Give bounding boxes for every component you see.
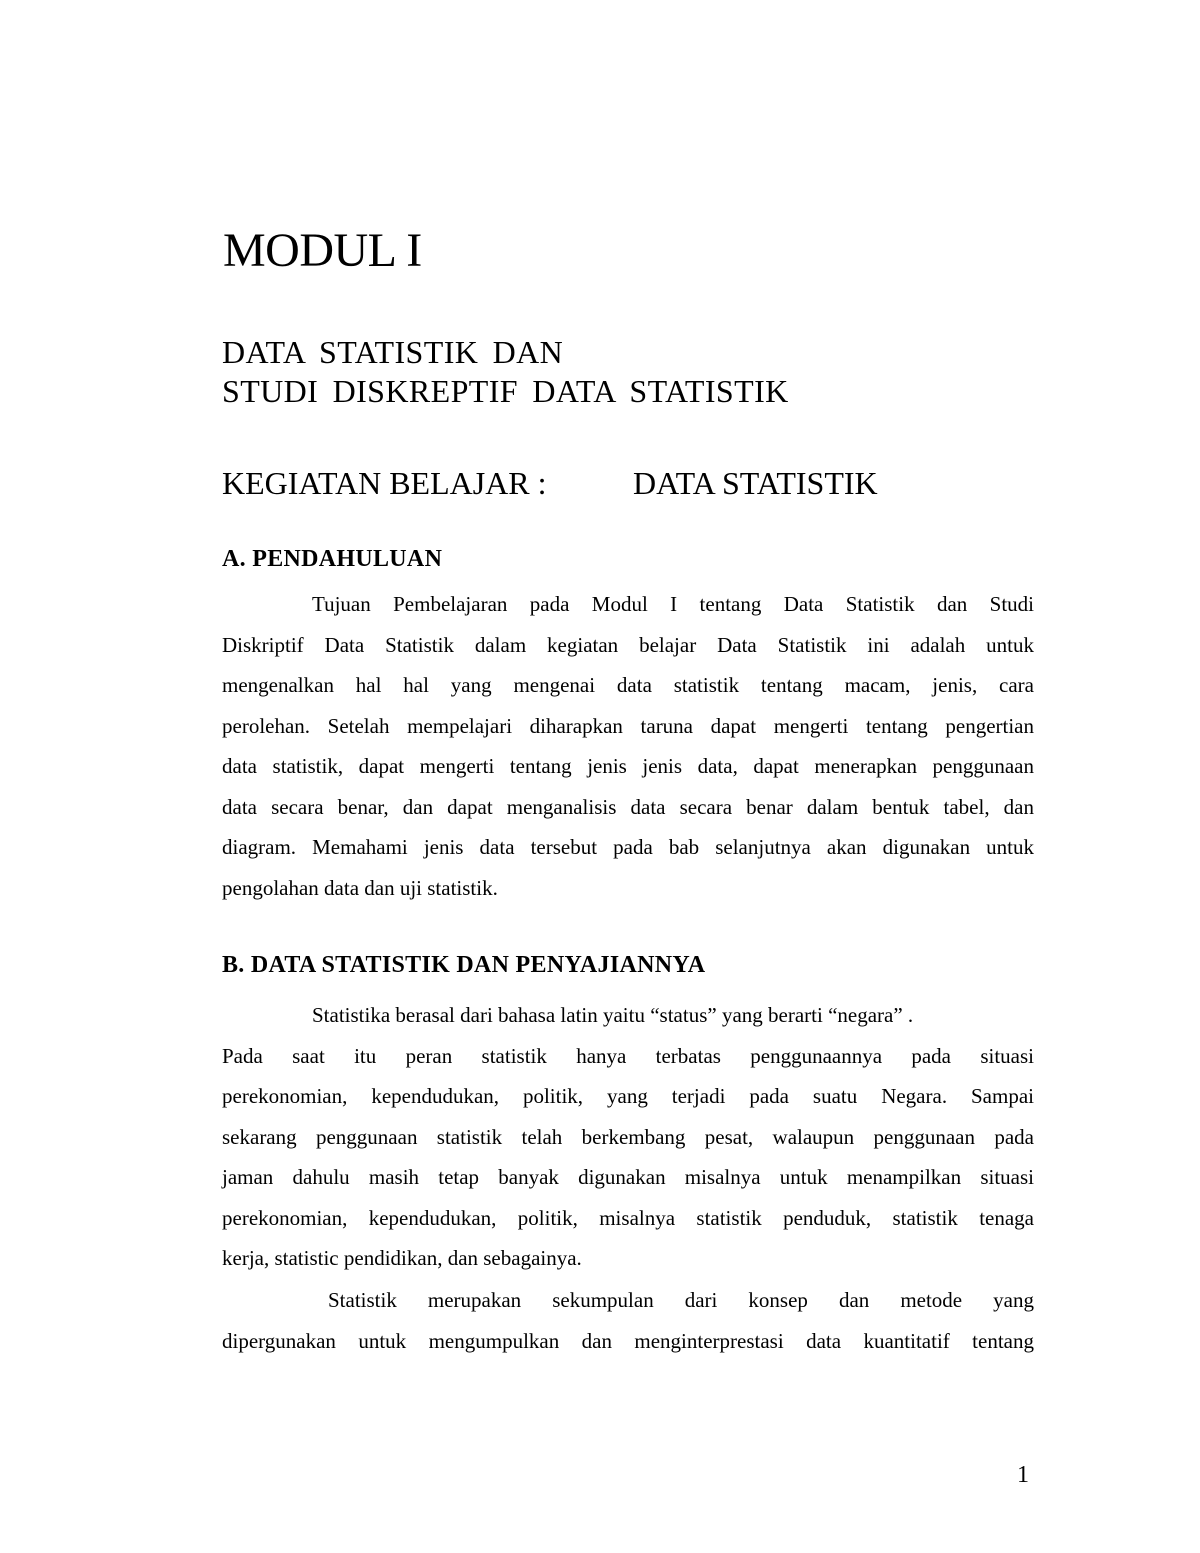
- paragraph-line: perolehan. Setelah mempelajari diharapkan taruna dapat mengerti tentang pengertian: [222, 713, 1034, 738]
- module-title: MODUL I: [223, 224, 422, 277]
- paragraph-line: perekonomian, kependudukan, politik, misalnya statistik penduduk, statistik tenaga: [222, 1205, 1034, 1230]
- section-b-heading: B. DATA STATISTIK DAN PENYAJIANNYA: [222, 952, 706, 978]
- activity-value: DATA STATISTIK: [633, 465, 878, 501]
- section-a-paragraph: [222, 584, 1034, 908]
- paragraph-line: Pada saat itu peran statistik hanya terbatas penggunaannya pada situasi: [222, 1043, 1034, 1068]
- section-a-heading: A. PENDAHULUAN: [222, 546, 443, 572]
- paragraph-line: perekonomian, kependudukan, politik, yang terjadi pada suatu Negara. Sampai: [222, 1084, 1034, 1108]
- paragraph-line: jaman dahulu masih tetap banyak digunakan misalnya untuk menampilkan situasi: [222, 1165, 1034, 1189]
- paragraph-line: kerja, statistic pendidikan, dan sebagainya.: [222, 1246, 582, 1270]
- paragraph-line: dipergunakan untuk mengumpulkan dan menginterprestasi data kuantitatif tentang: [222, 1328, 1034, 1353]
- activity-label: KEGIATAN BELAJAR :: [222, 465, 547, 501]
- paragraph-line: mengenalkan hal hal yang mengenai data statistik tentang macam, jenis, cara: [222, 673, 1034, 697]
- paragraph-line: diagram. Memahami jenis data tersebut pada bab selanjutnya akan digunakan untuk: [222, 835, 1034, 859]
- paragraph-line: pengolahan data dan uji statistik.: [222, 875, 498, 900]
- paragraph-line: data statistik, dapat mengerti tentang jenis jenis data, dapat menerapkan penggunaan: [222, 754, 1034, 778]
- paragraph-line: Statistik merupakan sekumpulan dari konsep dan metode yang: [328, 1288, 1034, 1312]
- page-number: 1: [1017, 1462, 1029, 1488]
- module-subtitle-line-2: STUDI DISKREPTIF DATA STATISTIK: [222, 373, 789, 409]
- paragraph-line: Diskriptif Data Statistik dalam kegiatan belajar Data Statistik ini adalah untuk: [222, 632, 1034, 657]
- paragraph-line: Tujuan Pembelajaran pada Modul I tentang Data Statistik dan Studi: [312, 592, 1034, 616]
- paragraph-line: sekarang penggunaan statistik telah berkembang pesat, walaupun penggunaan pada: [222, 1124, 1034, 1149]
- paragraph-line: data secara benar, dan dapat menganalisis data secara benar dalam bentuk tabel, dan: [222, 794, 1034, 819]
- section-b-paragraph-2: [222, 1280, 1034, 1361]
- module-subtitle-line-1: DATA STATISTIK DAN: [222, 334, 564, 370]
- paragraph-line: Statistika berasal dari bahasa latin yaitu “status” yang berarti “negara” .: [312, 1003, 914, 1027]
- section-b-paragraph-1: [222, 995, 1034, 1279]
